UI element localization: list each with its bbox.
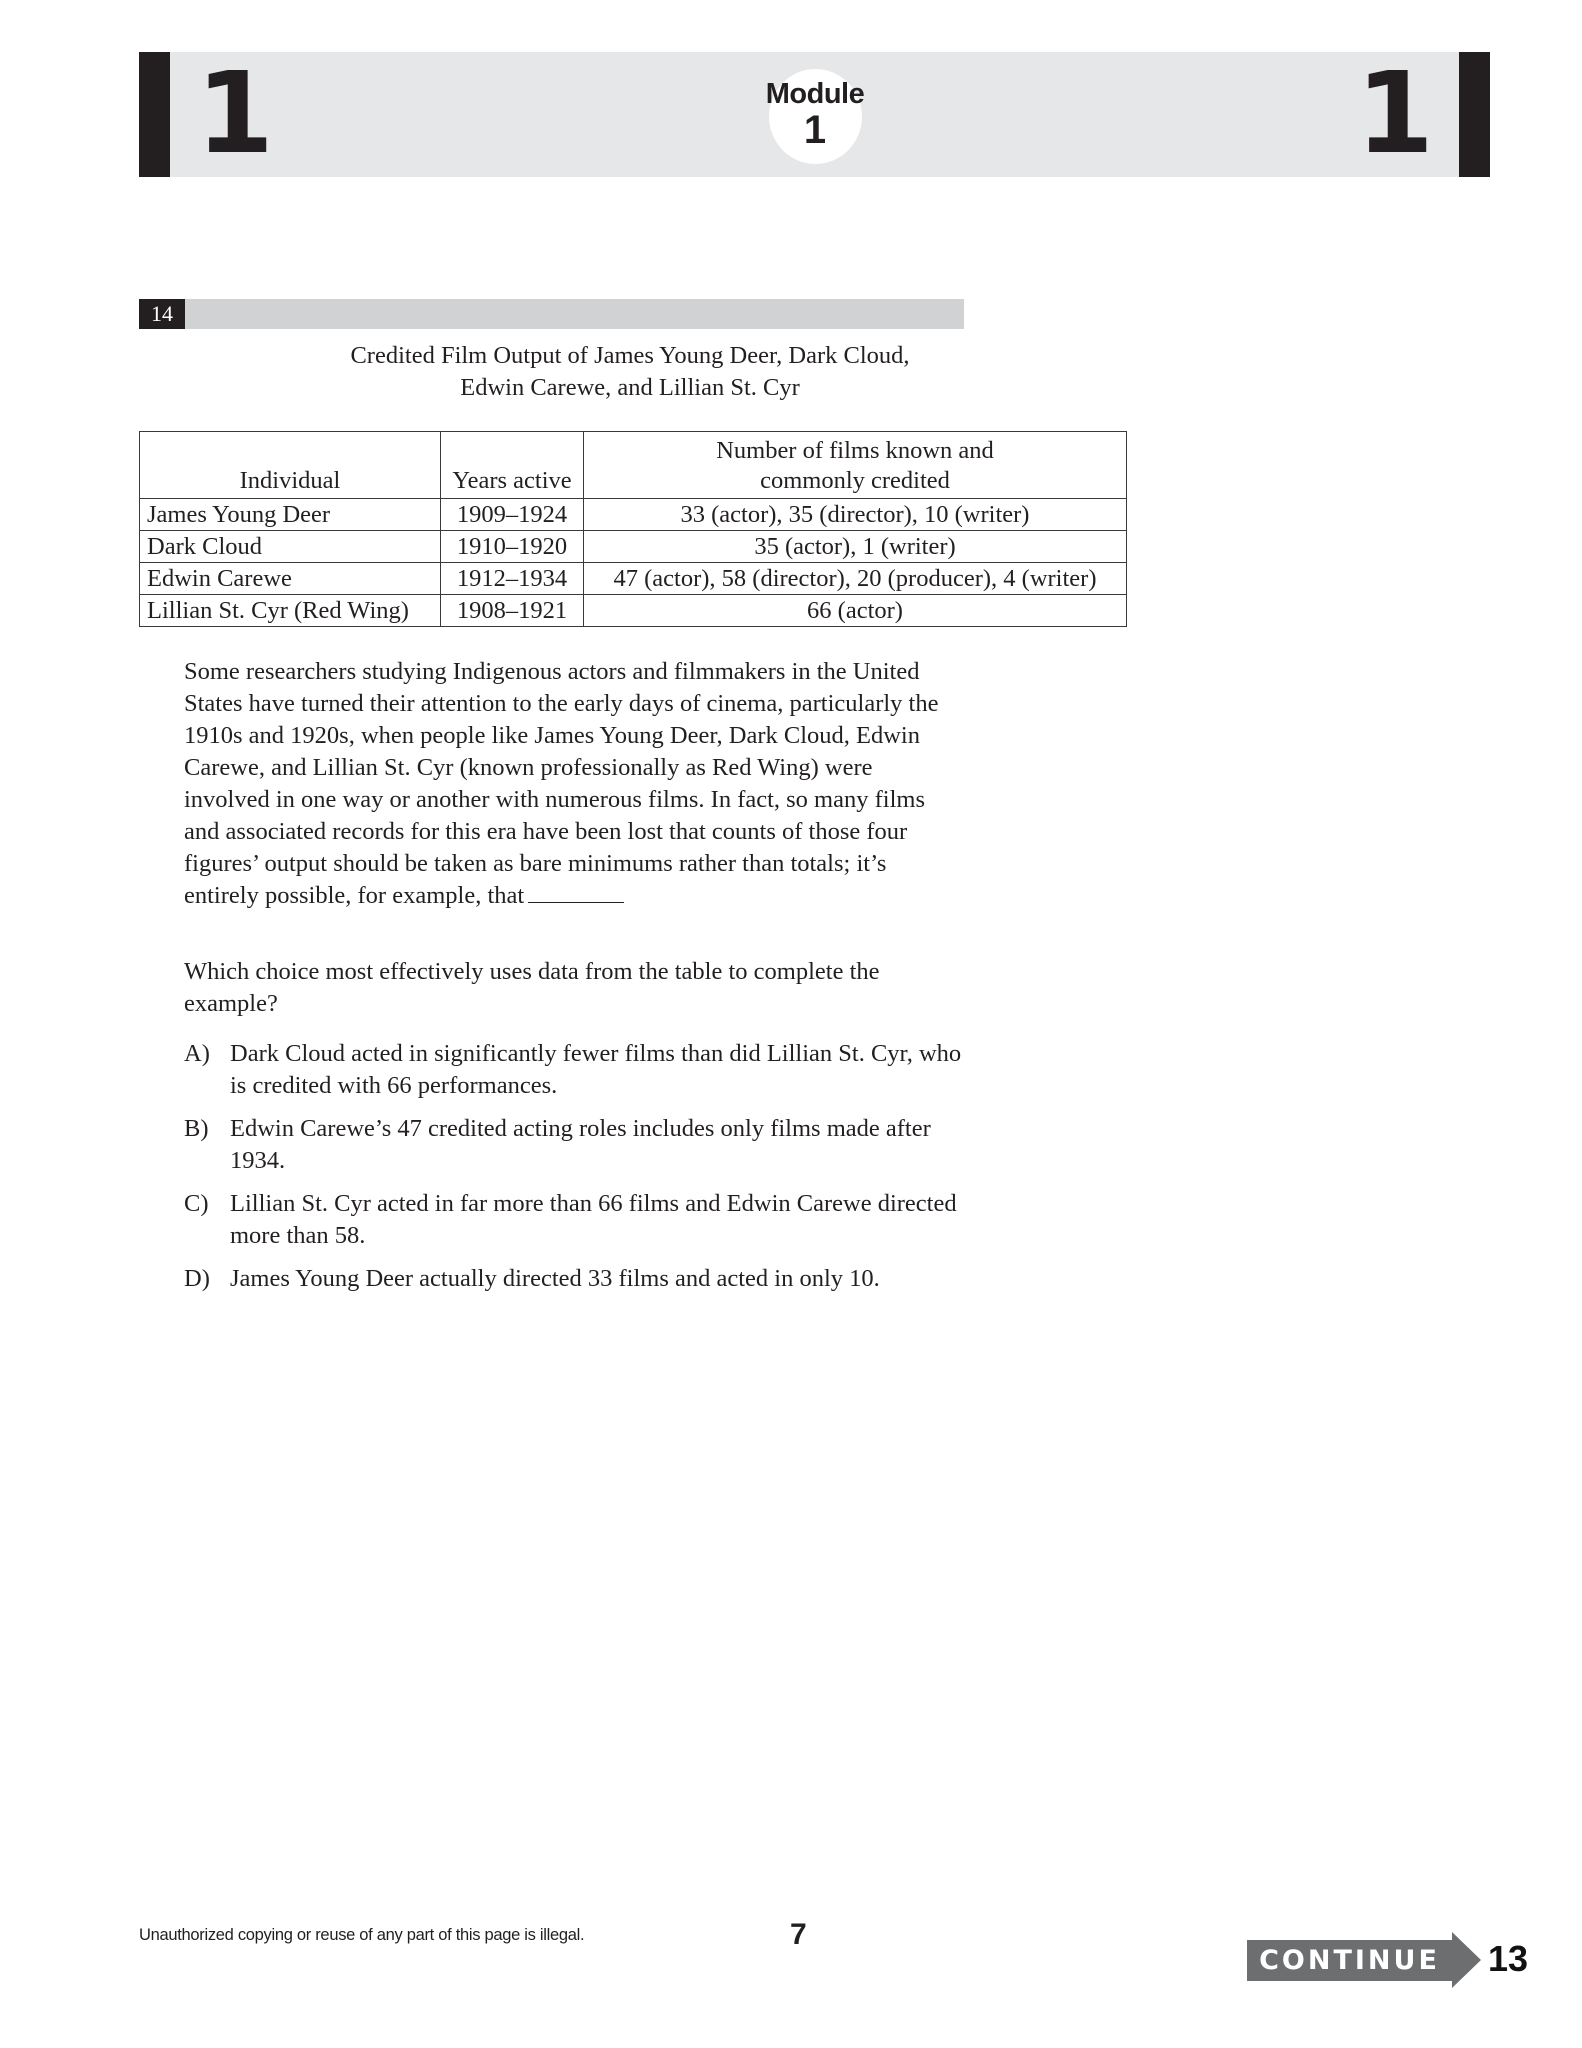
answer-option-b[interactable] bbox=[184, 1113, 964, 1177]
section-number-right: 1 bbox=[1356, 49, 1434, 179]
table-row bbox=[140, 563, 1127, 595]
cell-years-active: 1909–1924 bbox=[441, 499, 584, 531]
option-text: James Young Deer actually directed 33 films and acted in only 10. bbox=[230, 1265, 880, 1292]
cell-film-count: 33 (actor), 35 (director), 10 (writer) bbox=[584, 499, 1127, 531]
section-number-left: 1 bbox=[196, 49, 274, 179]
cell-individual: Lillian St. Cyr (Red Wing) bbox=[140, 595, 441, 627]
cell-individual: Edwin Carewe bbox=[140, 563, 441, 595]
option-letter: B) bbox=[184, 1115, 209, 1142]
answer-option-c[interactable] bbox=[184, 1188, 964, 1252]
option-text: Lillian St. Cyr acted in far more than 66 films and Edwin Carewe directed more than 58. bbox=[230, 1190, 957, 1249]
option-text: Dark Cloud acted in significantly fewer films than did Lillian St. Cyr, who is credited with 66 performances. bbox=[230, 1040, 962, 1099]
cell-film-count: 66 (actor) bbox=[584, 595, 1127, 627]
question-prompt: Which choice most effectively uses data from the table to complete the example? bbox=[184, 958, 880, 1017]
film-output-table bbox=[139, 431, 1127, 627]
next-page-number: 13 bbox=[1488, 1938, 1529, 1979]
passage-text: Some researchers studying Indigenous actors and filmmakers in the United States have turned their attention to the early days of cinema, particularly the 1910s and 1920s, when people like James Young Deer, Dark Cloud, Edwin Carewe, and Lillian St. Cyr (known professionally as Red Wing) were involved in one way or another with numerous films. In fact, so many films and associated records for this era have been lost that counts of those four figures’ output should be taken as bare minimums rather than totals; it’s entirely possible, for example, that bbox=[184, 658, 939, 909]
fill-in-blank bbox=[528, 880, 624, 903]
table-title bbox=[139, 340, 1121, 404]
cell-film-count: 35 (actor), 1 (writer) bbox=[584, 531, 1127, 563]
header-left-bar bbox=[139, 52, 170, 177]
question-number: 14 bbox=[139, 299, 185, 329]
cell-individual: James Young Deer bbox=[140, 499, 441, 531]
table-row bbox=[140, 595, 1127, 627]
option-letter: D) bbox=[184, 1265, 210, 1292]
answer-option-d[interactable] bbox=[184, 1263, 964, 1295]
module-number: 1 bbox=[803, 108, 827, 152]
page-number: 7 bbox=[790, 1918, 807, 1951]
table-row bbox=[140, 531, 1127, 563]
answer-option-a[interactable] bbox=[184, 1038, 964, 1102]
cell-years-active: 1912–1934 bbox=[441, 563, 584, 595]
option-letter: C) bbox=[184, 1190, 209, 1217]
column-header-number-of-films bbox=[584, 432, 1127, 499]
passage bbox=[184, 656, 964, 912]
column-header-line-1: Number of films known and bbox=[716, 437, 994, 464]
table-row bbox=[140, 499, 1127, 531]
copyright-notice: Unauthorized copying or reuse of any part of this page is illegal. bbox=[139, 1926, 585, 1944]
cell-years-active: 1910–1920 bbox=[441, 531, 584, 563]
option-text: Edwin Carewe’s 47 credited acting roles includes only films made after 1934. bbox=[230, 1115, 931, 1174]
column-header-line-2: commonly credited bbox=[760, 467, 950, 494]
module-label: Module bbox=[765, 78, 865, 110]
cell-individual: Dark Cloud bbox=[140, 531, 441, 563]
option-letter: A) bbox=[184, 1040, 210, 1067]
table-title-line-2: Edwin Carewe, and Lillian St. Cyr bbox=[460, 374, 800, 401]
table-title-line-1: Credited Film Output of James Young Deer, Dark Cloud, bbox=[350, 342, 910, 369]
answer-options bbox=[184, 1038, 964, 1306]
cell-years-active: 1908–1921 bbox=[441, 595, 584, 627]
table-header-row bbox=[140, 432, 1127, 499]
column-header-individual: Individual bbox=[140, 432, 441, 499]
question-bar bbox=[139, 299, 964, 329]
continue-button[interactable]: CONTINUE bbox=[1259, 1945, 1440, 1976]
cell-film-count: 47 (actor), 58 (director), 20 (producer), 4 (writer) bbox=[584, 563, 1127, 595]
header-right-bar bbox=[1459, 52, 1490, 177]
column-header-years-active: Years active bbox=[441, 432, 584, 499]
